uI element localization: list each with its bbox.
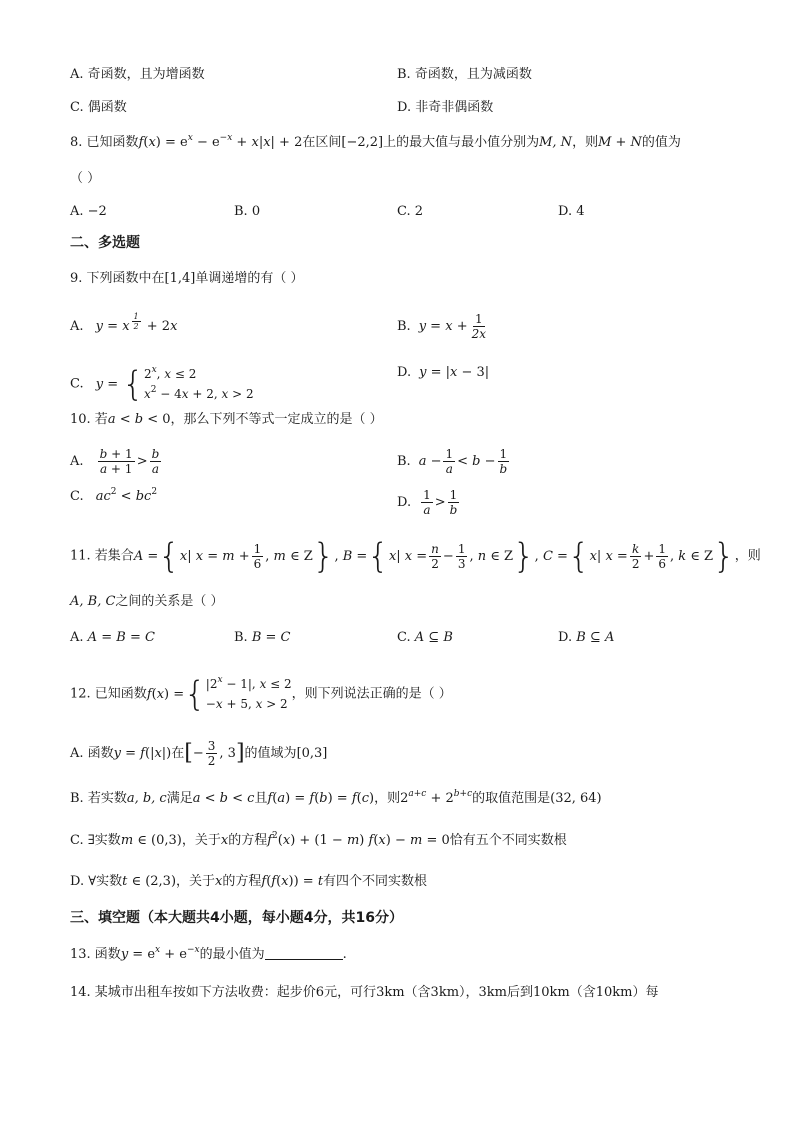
q12-b-post: ，则	[374, 791, 401, 806]
q12-stem-pre: 12. 已知函数	[70, 686, 147, 702]
q10-option-b	[397, 447, 511, 476]
q12-b-expr: $2^{a+c} + 2^{b+c}$	[400, 789, 473, 806]
q8-option-c: C. 2	[397, 204, 424, 219]
section3-title: 三、填空题（本大题共4小题，每小题4分，共16分）	[70, 910, 403, 926]
q12-a-range: [0,3]	[296, 746, 328, 761]
q7-options-row1	[70, 66, 734, 84]
q8-tail: ，则	[572, 135, 599, 150]
q8-interval: [−2,2]	[341, 135, 384, 150]
q10-stem-pre: 10. 若	[70, 412, 108, 427]
q12-b-mid: 满足	[166, 791, 193, 806]
q9-stem-pre: 9. 下列函数中在	[70, 271, 165, 286]
q9-label-c: C.	[70, 376, 84, 392]
q12-b-range: (32, 64)	[550, 791, 602, 806]
q10-label-b: B.	[397, 454, 411, 469]
q12-d-pre: D. ∀实数	[70, 874, 123, 889]
q12-a-mid: 在	[171, 746, 185, 761]
q8-option-b: B. 0	[234, 204, 261, 219]
q11-stem-pre: 11. 若集合	[70, 548, 134, 564]
q12-c-pre: C. ∃实数	[70, 833, 121, 848]
q9-option-d	[397, 364, 489, 382]
q9-stem-post: 单调递增的有（ ）	[195, 271, 304, 286]
q11-label-c: C.	[397, 630, 411, 645]
q12-a-function: y = f(|x|)	[113, 746, 172, 761]
q11-label-d: D.	[558, 630, 573, 645]
q7-option-d: D. 非奇非偶函数	[397, 100, 494, 115]
q8-post: 上的最大值与最小值分别为	[383, 135, 540, 150]
q12-b-abc: a, b, c	[126, 791, 167, 806]
q13-answer-blank[interactable]	[265, 947, 343, 960]
q11-sets: A ={x| x = m + $\frac{1}{6}$ , m ∈ Z}, B ={x| x = $\frac{n}{2}$ − $\frac{1}{3}$ , n ∈ Z}, C ={x| x = $\frac{k}{2}$ + $\frac{1}{6}$ , k ∈ Z}	[133, 536, 735, 576]
q10-option-d	[397, 488, 461, 517]
q12-option-b	[70, 790, 734, 808]
q8-function-formula: $f(x) = e^x - e^{-x} + x|x| + 2$	[138, 133, 303, 150]
q12-c-m: m ∈ (0,3)	[120, 833, 182, 848]
q10-formula-a: $\frac{b + 1}{a + 1}$ > $\frac{b}{a}$	[99, 447, 160, 476]
q13-pre: 13. 函数	[70, 947, 121, 962]
q7-option-c: C. 偶函数	[70, 100, 127, 115]
q12-a-post: 的值域为	[244, 746, 297, 761]
q11-formula-c: A ⊆ B	[414, 630, 453, 645]
q11-formula-b: B = C	[251, 630, 291, 645]
q9-options-ab	[70, 312, 734, 341]
q9-interval: [1,4]	[164, 271, 196, 286]
q13-formula: $y = e^x + e^{-x}$	[120, 945, 200, 962]
q8-number: 8.	[70, 135, 83, 150]
q10-stem-post: ，那么下列不等式一定成立的是（ ）	[170, 412, 383, 427]
q10-condition: a < b < 0	[107, 412, 171, 427]
q9-label-d: D.	[397, 365, 412, 380]
q11-option-a	[70, 629, 155, 647]
q10-formula-d: $\frac{1}{a}$ > $\frac{1}{b}$	[423, 488, 458, 517]
q9-options-cd	[70, 364, 734, 404]
q12-a-interval: [− $\frac{3}{2}$ , 3]	[184, 739, 245, 768]
q7-option-b: B. 奇函数，且为减函数	[397, 67, 532, 82]
q11-stem	[70, 536, 761, 576]
q7-option-a: A. 奇函数，且为增函数	[70, 67, 205, 82]
q8-paren: （ ）	[70, 171, 101, 186]
q12-stem	[70, 674, 734, 714]
q12-option-c	[70, 832, 734, 850]
q12-b-pre: B. 若实数	[70, 791, 127, 806]
q8-option-d: D. 4	[558, 204, 585, 219]
q12-d-mid: ，关于	[176, 874, 216, 889]
q12-stem-post: ，则下列说法正确的是（ ）	[291, 686, 452, 702]
q10-options-ab	[70, 447, 734, 476]
q11-formula-a: A = B = C	[87, 630, 155, 645]
q12-d-post: 有四个不同实数根	[323, 874, 428, 889]
q12-b-end: 的取值范围是	[472, 791, 551, 806]
q11-label-a: A.	[70, 630, 84, 645]
q12-b-and: 且	[254, 791, 268, 806]
q9-option-b	[397, 312, 490, 341]
q8-mn: M, N	[539, 135, 573, 150]
q11-abc: A, B, C	[70, 594, 116, 609]
q12-b-order: a < b < c	[192, 791, 255, 806]
q12-a-pre: A. 函数	[70, 746, 114, 761]
q9-formula-c: y = { 2$^x$, x ≤ 2 $x^2 - 4x + 2$, x > 2	[95, 364, 254, 404]
section2-title: 二、多选题	[70, 235, 140, 251]
q13-post: 的最小值为	[199, 947, 265, 962]
q10-formula-c: $ac^2 < bc^2$	[95, 487, 158, 504]
q8-sum: M + N	[598, 135, 642, 150]
q11-option-c	[397, 629, 453, 647]
q12-option-d	[70, 873, 734, 891]
q11-line2	[70, 593, 734, 611]
q9-label-a: A.	[70, 319, 84, 334]
q14-stem: 14. 某城市出租车按如下方法收费：起步价6元，可行3km（含3km），3km后到10km（含10km）每	[70, 985, 659, 1000]
q9-formula-b: y = x + $\frac{1}{2x}$	[418, 312, 486, 341]
q9-stem	[70, 270, 734, 288]
q12-function: f(x) ={ $|2^x - 1|$, x ≤ 2 −x + 5, x > 2	[146, 674, 292, 714]
q11-option-b	[234, 629, 291, 647]
q13-stem	[70, 946, 734, 964]
q11-stem-end: ，则	[734, 548, 761, 564]
q11-option-d	[558, 629, 614, 647]
q12-c-mid2: 的方程	[228, 833, 268, 848]
q12-c-mid: ，关于	[181, 833, 221, 848]
q10-options-cd	[70, 487, 734, 517]
q9-formula-a: y = x $^{\frac{1}{2}}$ + 2x	[95, 312, 178, 334]
q12-c-x: x	[220, 833, 229, 848]
q12-b-equal: f(a) = f(b) = f(c)	[267, 791, 375, 806]
q8-mid: 在区间	[302, 135, 342, 150]
q12-c-post: 恰有五个不同实数根	[449, 833, 567, 848]
q8-stem	[70, 134, 734, 152]
q10-label-a: A.	[70, 454, 84, 469]
q12-d-t: t ∈ (2,3)	[122, 874, 177, 889]
q12-d-mid2: 的方程	[222, 874, 262, 889]
q12-c-equation: $f^2(x) + (1 - m) f(x) - m = 0$	[267, 831, 450, 848]
q10-stem	[70, 411, 734, 429]
q9-label-b: B.	[397, 319, 411, 334]
q12-d-equation: f(f(x)) = t	[261, 874, 324, 889]
q13-dot: .	[342, 947, 347, 962]
q8-end: 的值为	[641, 135, 681, 150]
q8-pre: 已知函数	[86, 135, 139, 150]
q8-option-a: A. −2	[70, 204, 107, 219]
q12-option-a	[70, 739, 734, 768]
q9-formula-d: y = |x − 3|	[419, 365, 490, 380]
q7-options-row2	[70, 99, 734, 117]
q12-d-x: x	[215, 874, 223, 889]
q10-label-c: C.	[70, 489, 84, 504]
q10-label-d: D.	[397, 495, 412, 510]
q11-line2-text: 之间的关系是（ ）	[115, 594, 224, 609]
q11-formula-d: B ⊆ A	[576, 630, 615, 645]
q10-formula-b: a − $\frac{1}{a}$ < b − $\frac{1}{b}$	[418, 447, 508, 476]
q11-label-b: B.	[234, 630, 248, 645]
